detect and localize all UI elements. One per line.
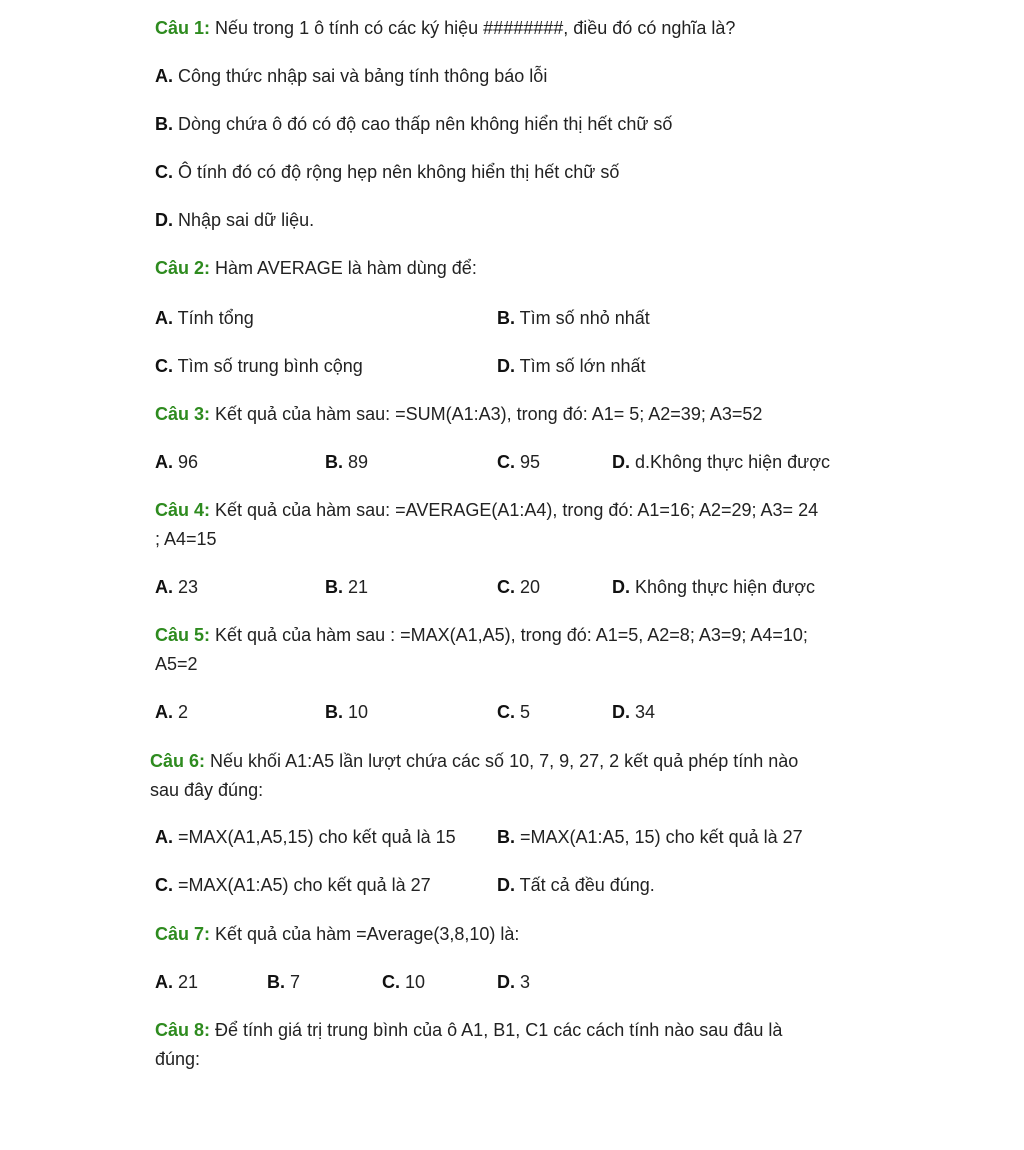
question-3 (155, 400, 762, 428)
option-text: Tất cả đều đúng. (515, 875, 655, 895)
question-8-continued (155, 1045, 200, 1073)
option-text: =MAX(A1,A5,15) cho kết quả là 15 (173, 827, 456, 847)
question-text: Kết quả của hàm sau: =AVERAGE(A1:A4), trong đó: A1=16; A2=29; A3= 24 (210, 500, 819, 520)
option-label: B. (267, 972, 285, 992)
question-text-continued: sau đây đúng: (150, 780, 264, 800)
option-label: D. (612, 702, 630, 722)
question-6-continued (150, 776, 263, 804)
option-label: D. (497, 875, 515, 895)
question-text: Để tính giá trị trung bình của ô A1, B1, C1 các cách tính nào sau đâu là (210, 1020, 783, 1040)
option-label: D. (612, 577, 630, 597)
option-text: 23 (173, 577, 199, 597)
question-text: Hàm AVERAGE là hàm dùng để: (210, 258, 477, 278)
option-text: 96 (173, 452, 199, 472)
option-label: A. (155, 452, 173, 472)
option-text: Tìm số trung bình cộng (173, 356, 363, 376)
option-text: 10 (343, 702, 369, 722)
question-text: Kết quả của hàm sau : =MAX(A1,A5), trong đó: A1=5, A2=8; A3=9; A4=10; (210, 625, 808, 645)
question-8 (155, 1016, 782, 1044)
option-text: 89 (343, 452, 369, 472)
question-label: Câu 7: (155, 924, 211, 944)
option-4a (155, 573, 198, 601)
option-text: Tính tổng (173, 308, 254, 328)
option-label: C. (382, 972, 400, 992)
option-3d (612, 448, 830, 476)
question-text: Nếu trong 1 ô tính có các ký hiệu ########, điều đó có nghĩa là? (210, 18, 736, 38)
option-text: 20 (515, 577, 541, 597)
option-label: A. (155, 827, 173, 847)
question-5 (155, 621, 808, 649)
option-6c (155, 871, 431, 899)
question-text: Kết quả của hàm sau: =SUM(A1:A3), trong đó: A1= 5; A2=39; A3=52 (210, 404, 763, 424)
option-5c (497, 698, 530, 726)
option-1c (155, 158, 619, 186)
option-5d (612, 698, 655, 726)
question-label: Câu 8: (155, 1020, 211, 1040)
question-label: Câu 1: (155, 18, 211, 38)
option-text: 3 (515, 972, 531, 992)
option-label: B. (325, 577, 343, 597)
option-label: C. (497, 702, 515, 722)
question-7 (155, 920, 519, 948)
option-4c (497, 573, 540, 601)
option-7d (497, 968, 530, 996)
option-label: A. (155, 702, 173, 722)
option-text: 21 (173, 972, 199, 992)
question-text-continued: A5=2 (155, 654, 198, 674)
question-text-continued: ; A4=15 (155, 529, 217, 549)
option-label: C. (497, 577, 515, 597)
option-text: =MAX(A1:A5) cho kết quả là 27 (173, 875, 431, 895)
question-text: Kết quả của hàm =Average(3,8,10) là: (210, 924, 520, 944)
option-text: Ô tính đó có độ rộng hẹp nên không hiển thị hết chữ số (173, 162, 620, 182)
option-label: C. (155, 356, 173, 376)
option-7a (155, 968, 198, 996)
option-text: Nhập sai dữ liệu. (173, 210, 315, 230)
question-6 (150, 747, 798, 775)
option-label: A. (155, 66, 173, 86)
option-6b (497, 823, 803, 851)
option-text: Không thực hiện được (630, 577, 816, 597)
option-label: C. (155, 875, 173, 895)
option-7c (382, 968, 425, 996)
option-text: Tìm số lớn nhất (515, 356, 646, 376)
option-3c (497, 448, 540, 476)
option-5a (155, 698, 188, 726)
option-label: D. (155, 210, 173, 230)
question-label: Câu 4: (155, 500, 211, 520)
question-4-continued (155, 525, 217, 553)
option-text: 95 (515, 452, 541, 472)
option-label: D. (612, 452, 630, 472)
option-5b (325, 698, 368, 726)
option-label: C. (155, 162, 173, 182)
option-label: B. (155, 114, 173, 134)
option-text: Công thức nhập sai và bảng tính thông báo lỗi (173, 66, 548, 86)
option-text: 34 (630, 702, 656, 722)
option-label: D. (497, 356, 515, 376)
option-1b (155, 110, 672, 138)
option-text: d.Không thực hiện được (630, 452, 831, 472)
option-3a (155, 448, 198, 476)
question-label: Câu 3: (155, 404, 211, 424)
option-text: 21 (343, 577, 369, 597)
question-4 (155, 496, 818, 524)
option-text: 2 (173, 702, 189, 722)
question-label: Câu 6: (150, 751, 206, 771)
option-text: Tìm số nhỏ nhất (515, 308, 650, 328)
option-label: B. (325, 452, 343, 472)
option-3b (325, 448, 368, 476)
option-label: B. (497, 308, 515, 328)
option-4d (612, 573, 815, 601)
option-label: B. (497, 827, 515, 847)
option-2b (497, 304, 650, 332)
question-label: Câu 2: (155, 258, 211, 278)
question-2 (155, 254, 477, 282)
option-4b (325, 573, 368, 601)
option-text: 7 (285, 972, 301, 992)
option-7b (267, 968, 300, 996)
option-2c (155, 352, 363, 380)
option-text: Dòng chứa ô đó có độ cao thấp nên không hiển thị hết chữ số (173, 114, 673, 134)
option-label: C. (497, 452, 515, 472)
question-1 (155, 14, 735, 42)
question-text: Nếu khối A1:A5 lần lượt chứa các số 10, 7, 9, 27, 2 kết quả phép tính nào (205, 751, 799, 771)
option-2d (497, 352, 646, 380)
option-1d (155, 206, 314, 234)
option-text: =MAX(A1:A5, 15) cho kết quả là 27 (515, 827, 803, 847)
option-6a (155, 823, 456, 851)
option-label: B. (325, 702, 343, 722)
option-2a (155, 304, 254, 332)
option-text: 10 (400, 972, 426, 992)
option-label: A. (155, 972, 173, 992)
question-text-continued: đúng: (155, 1049, 201, 1069)
option-6d (497, 871, 655, 899)
option-1a (155, 62, 547, 90)
option-label: A. (155, 308, 173, 328)
option-label: A. (155, 577, 173, 597)
option-label: D. (497, 972, 515, 992)
question-label: Câu 5: (155, 625, 211, 645)
option-text: 5 (515, 702, 531, 722)
question-5-continued (155, 650, 198, 678)
